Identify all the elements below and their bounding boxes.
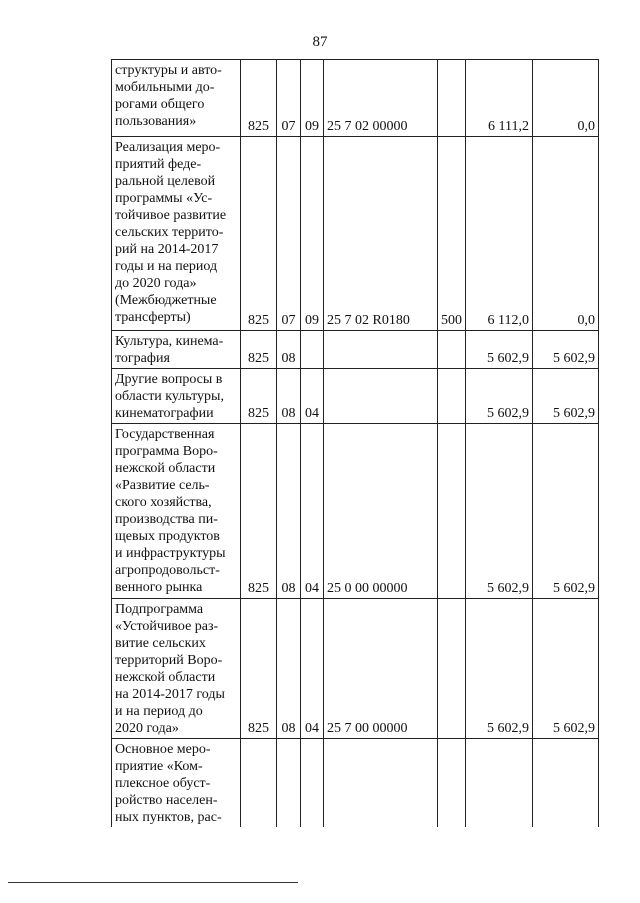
subsection-code-cell — [301, 331, 324, 369]
expense-type-code-cell — [438, 739, 466, 828]
target-article-code-cell: 25 7 00 00000 — [324, 599, 438, 739]
target-article-code-cell — [324, 739, 438, 828]
target-article-code-cell: 25 7 02 00000 — [324, 60, 438, 137]
item-name-line: годы и на период — [115, 259, 218, 274]
page-number: 87 — [312, 34, 328, 50]
item-name-line: пользования» — [115, 114, 197, 129]
item-name-line: приятие «Ком- — [115, 759, 203, 774]
table-row — [112, 739, 599, 828]
table-row — [112, 369, 599, 424]
amount-year1-cell: 6 111,2 — [466, 60, 533, 137]
item-name-line: нежской области — [115, 670, 216, 685]
item-name-cell — [112, 60, 241, 137]
table-row — [112, 331, 599, 369]
item-name-line: «Развитие сель- — [115, 478, 210, 493]
item-name-line: тография — [115, 351, 170, 366]
amount-year2-cell: 5 602,9 — [533, 331, 599, 369]
item-name-cell — [112, 424, 241, 599]
item-name-line: Другие вопросы в — [115, 372, 223, 387]
table-row — [112, 599, 599, 739]
item-name-line: сельских террито- — [115, 225, 224, 240]
item-name-cell — [112, 369, 241, 424]
item-name-line: агропродовольст- — [115, 563, 220, 578]
item-name-line: венного рынка — [115, 580, 203, 595]
item-name-line: мобильными до- — [115, 80, 215, 95]
expense-type-code-cell: 500 — [438, 137, 466, 331]
amount-year1-cell: 5 602,9 — [466, 331, 533, 369]
budget-table — [111, 59, 599, 827]
item-name-line: приятий феде- — [115, 157, 202, 172]
amount-year2-cell — [533, 739, 599, 828]
amount-year1-cell: 5 602,9 — [466, 599, 533, 739]
item-name-line: территорий Воро- — [115, 653, 223, 668]
amount-year2-cell: 5 602,9 — [533, 424, 599, 599]
item-name-line: «Устойчивое раз- — [115, 619, 219, 634]
item-name-line: щевых продуктов — [115, 529, 220, 544]
admin-code-cell: 825 — [241, 137, 277, 331]
amount-year1-cell: 6 112,0 — [466, 137, 533, 331]
item-name-line: рогами общего — [115, 97, 205, 112]
item-name-line: области культуры, — [115, 389, 224, 404]
item-name-line: Основное меро- — [115, 742, 211, 757]
amount-year1-cell — [466, 739, 533, 828]
subsection-code-cell — [301, 739, 324, 828]
item-name-line: рий на 2014-2017 — [115, 242, 219, 257]
item-name-line: Подпрограмма — [115, 602, 204, 617]
item-name-line: программа Воро- — [115, 444, 218, 459]
expense-type-code-cell — [438, 369, 466, 424]
admin-code-cell: 825 — [241, 331, 277, 369]
item-name-cell — [112, 739, 241, 828]
expense-type-code-cell — [438, 599, 466, 739]
subsection-code-cell: 04 — [301, 369, 324, 424]
item-name-line: Реализация меро- — [115, 140, 221, 155]
amount-year2-cell: 0,0 — [533, 137, 599, 331]
target-article-code-cell — [324, 331, 438, 369]
item-name-line: нежской области — [115, 461, 216, 476]
item-name-line: до 2020 года» — [115, 276, 197, 291]
item-name-line: и на период до — [115, 704, 203, 719]
item-name-line: трансферты) — [115, 310, 191, 325]
subsection-code-cell: 04 — [301, 424, 324, 599]
admin-code-cell — [241, 739, 277, 828]
amount-year1-cell: 5 602,9 — [466, 424, 533, 599]
amount-year2-cell: 5 602,9 — [533, 599, 599, 739]
subsection-code-cell: 04 — [301, 599, 324, 739]
expense-type-code-cell — [438, 424, 466, 599]
item-name-line: программы «Ус- — [115, 191, 213, 206]
section-code-cell: 07 — [277, 137, 301, 331]
admin-code-cell: 825 — [241, 60, 277, 137]
item-name-line: (Межбюджетные — [115, 293, 217, 308]
section-code-cell: 08 — [277, 331, 301, 369]
item-name-line: тойчивое развитие — [115, 208, 227, 223]
subsection-code-cell: 09 — [301, 137, 324, 331]
item-name-cell — [112, 599, 241, 739]
amount-year1-cell: 5 602,9 — [466, 369, 533, 424]
section-code-cell — [277, 739, 301, 828]
item-name-line: ройство населен- — [115, 793, 218, 808]
item-name-line: Культура, кинема- — [115, 334, 224, 349]
section-code-cell: 08 — [277, 424, 301, 599]
section-code-cell: 08 — [277, 599, 301, 739]
expense-type-code-cell — [438, 331, 466, 369]
admin-code-cell: 825 — [241, 424, 277, 599]
section-code-cell: 08 — [277, 369, 301, 424]
item-name-line: Государственная — [115, 427, 215, 442]
item-name-line: производства пи- — [115, 512, 218, 527]
target-article-code-cell: 25 0 00 00000 — [324, 424, 438, 599]
target-article-code-cell: 25 7 02 R0180 — [324, 137, 438, 331]
item-name-line: ных пунктов, рас- — [115, 810, 222, 825]
item-name-line: витие сельских — [115, 636, 206, 651]
item-name-line: на 2014-2017 годы — [115, 687, 225, 702]
item-name-cell — [112, 137, 241, 331]
amount-year2-cell: 5 602,9 — [533, 369, 599, 424]
footer-divider — [8, 882, 298, 883]
table-row — [112, 424, 599, 599]
target-article-code-cell — [324, 369, 438, 424]
amount-year2-cell: 0,0 — [533, 60, 599, 137]
table-row — [112, 137, 599, 331]
admin-code-cell: 825 — [241, 369, 277, 424]
item-name-line: ральной целевой — [115, 174, 216, 189]
item-name-line: плексное обуст- — [115, 776, 211, 791]
item-name-line: 2020 года» — [115, 721, 179, 736]
subsection-code-cell: 09 — [301, 60, 324, 137]
item-name-line: кинематографии — [115, 406, 214, 421]
admin-code-cell: 825 — [241, 599, 277, 739]
section-code-cell: 07 — [277, 60, 301, 137]
item-name-cell — [112, 331, 241, 369]
item-name-line: ского хозяйства, — [115, 495, 212, 510]
item-name-line: и инфраструктуры — [115, 546, 226, 561]
expense-type-code-cell — [438, 60, 466, 137]
table-row — [112, 60, 599, 137]
item-name-line: структуры и авто- — [115, 63, 222, 78]
